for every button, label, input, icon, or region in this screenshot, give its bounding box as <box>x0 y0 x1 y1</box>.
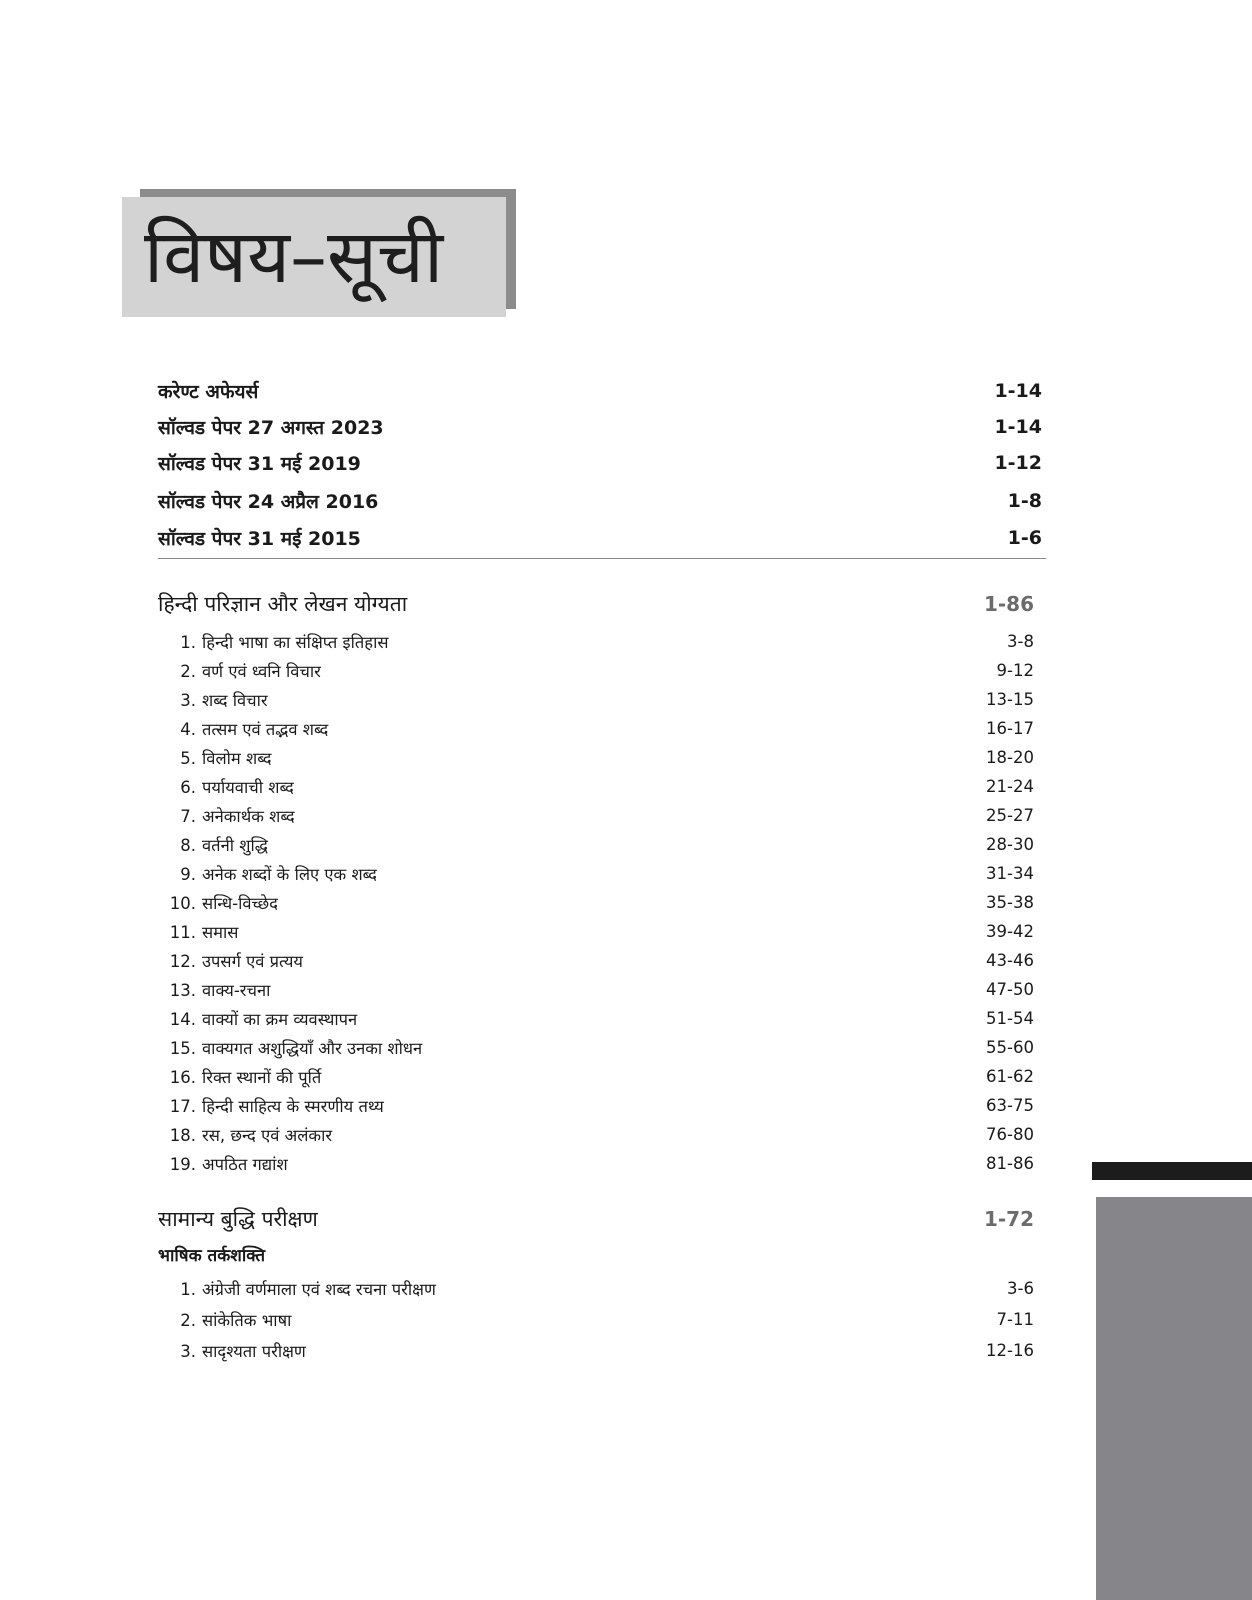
subheading-label: भाषिक तर्कशक्ति <box>158 1245 266 1266</box>
entry-label: सॉल्वड पेपर 27 अगस्त 2023 <box>158 417 384 439</box>
item-number: 5. <box>180 748 196 768</box>
item-label: वाक्यों का क्रम व्यवस्थापन <box>202 1009 358 1029</box>
entry-pages: 1-8 <box>1007 490 1042 512</box>
item-pages: 13-15 <box>986 689 1034 709</box>
entry-label: सॉल्वड पेपर 24 अप्रैल 2016 <box>158 491 379 513</box>
item-pages: 76-80 <box>986 1124 1034 1144</box>
section-label: सामान्य बुद्धि परीक्षण <box>158 1207 318 1231</box>
toc-item[interactable] <box>158 712 1042 744</box>
toc-item[interactable] <box>158 1002 1042 1034</box>
toc-item[interactable] <box>158 770 1042 802</box>
item-label: रिक्त स्थानों की पूर्ति <box>202 1067 322 1087</box>
edge-tab-strip <box>1092 1162 1252 1180</box>
item-number: 4. <box>180 719 196 739</box>
item-number: 19. <box>169 1154 196 1174</box>
item-pages: 18-20 <box>986 747 1034 767</box>
section-label: हिन्दी परिज्ञान और लेखन योग्यता <box>158 592 408 616</box>
toc-item[interactable] <box>158 1060 1042 1092</box>
toc-subheading <box>158 1238 1042 1270</box>
item-label: समास <box>202 922 239 942</box>
toc-entry-solved-2016[interactable] <box>158 485 1042 517</box>
toc-item[interactable] <box>158 828 1042 860</box>
item-pages: 61-62 <box>986 1066 1034 1086</box>
toc-item[interactable] <box>158 857 1042 889</box>
entry-label: सॉल्वड पेपर 31 मई 2015 <box>158 528 361 550</box>
item-number: 1. <box>180 1279 196 1299</box>
item-number: 1. <box>180 632 196 652</box>
toc-item[interactable] <box>158 683 1042 715</box>
item-label: अपठित गद्यांश <box>202 1154 288 1174</box>
entry-label: करेण्ट अफेयर्स <box>158 381 259 403</box>
item-number: 10. <box>169 893 196 913</box>
item-pages: 25-27 <box>986 805 1034 825</box>
item-pages: 51-54 <box>986 1008 1034 1028</box>
edge-tab-block <box>1096 1197 1252 1600</box>
item-pages: 7-11 <box>996 1309 1034 1329</box>
item-pages: 47-50 <box>986 979 1034 999</box>
item-number: 17. <box>169 1096 196 1116</box>
item-number: 15. <box>169 1038 196 1058</box>
item-label: विलोम शब्द <box>202 748 272 768</box>
item-label: सन्धि-विच्छेद <box>202 893 278 913</box>
entry-label: सॉल्वड पेपर 31 मई 2019 <box>158 453 361 475</box>
item-label: रस, छन्द एवं अलंकार <box>202 1125 333 1145</box>
item-number: 6. <box>180 777 196 797</box>
item-label: सादृश्यता परीक्षण <box>202 1341 306 1361</box>
item-number: 8. <box>180 835 196 855</box>
entry-pages: 1-12 <box>994 452 1042 474</box>
toc-entry-solved-2023[interactable] <box>158 411 1042 443</box>
item-number: 16. <box>169 1067 196 1087</box>
toc-item[interactable] <box>158 625 1042 657</box>
toc-item[interactable] <box>158 1089 1042 1121</box>
item-label: वर्ण एवं ध्वनि विचार <box>202 661 321 681</box>
toc-item[interactable] <box>158 1334 1042 1366</box>
toc-item[interactable] <box>158 1031 1042 1063</box>
toc-item[interactable] <box>158 1118 1042 1150</box>
item-number: 3. <box>180 1341 196 1361</box>
item-pages: 9-12 <box>996 660 1034 680</box>
page-title: विषय–सूची <box>144 214 444 300</box>
item-pages: 28-30 <box>986 834 1034 854</box>
item-label: वर्तनी शुद्धि <box>202 835 268 855</box>
item-label: तत्सम एवं तद्भव शब्द <box>202 719 329 739</box>
item-pages: 31-34 <box>986 863 1034 883</box>
toc-item[interactable] <box>158 1147 1042 1179</box>
toc-item[interactable] <box>158 973 1042 1005</box>
item-label: अनेकार्थक शब्द <box>202 806 295 826</box>
toc-item[interactable] <box>158 654 1042 686</box>
item-label: अंग्रेजी वर्णमाला एवं शब्द रचना परीक्षण <box>202 1279 436 1299</box>
item-pages: 16-17 <box>986 718 1034 738</box>
toc-entry-solved-2015[interactable] <box>158 522 1042 554</box>
item-pages: 63-75 <box>986 1095 1034 1115</box>
item-label: उपसर्ग एवं प्रत्यय <box>202 951 303 971</box>
item-number: 11. <box>169 922 196 942</box>
item-label: वाक्यगत अशुद्धियाँ और उनका शोधन <box>202 1038 423 1058</box>
item-label: हिन्दी साहित्य के स्मरणीय तथ्य <box>202 1096 384 1116</box>
item-pages: 55-60 <box>986 1037 1034 1057</box>
entry-pages: 1-14 <box>994 416 1042 438</box>
item-number: 3. <box>180 690 196 710</box>
item-pages: 21-24 <box>986 776 1034 796</box>
toc-item[interactable] <box>158 886 1042 918</box>
divider-line <box>158 558 1046 559</box>
item-number: 2. <box>180 1310 196 1330</box>
item-pages: 81-86 <box>986 1153 1034 1173</box>
item-number: 18. <box>169 1125 196 1145</box>
toc-section-hindi[interactable] <box>158 588 1042 620</box>
item-label: हिन्दी भाषा का संक्षिप्त इतिहास <box>202 632 389 652</box>
item-label: वाक्य-रचना <box>202 980 271 1000</box>
section-pages: 1-72 <box>983 1207 1034 1231</box>
item-number: 12. <box>169 951 196 971</box>
item-pages: 39-42 <box>986 921 1034 941</box>
item-pages: 35-38 <box>986 892 1034 912</box>
item-pages: 3-8 <box>1007 631 1034 651</box>
toc-item[interactable] <box>158 741 1042 773</box>
toc-section-reasoning[interactable] <box>158 1203 1042 1235</box>
toc-item[interactable] <box>158 944 1042 976</box>
entry-pages: 1-6 <box>1007 527 1042 549</box>
toc-item[interactable] <box>158 799 1042 831</box>
item-number: 7. <box>180 806 196 826</box>
toc-item[interactable] <box>158 1272 1042 1304</box>
toc-entry-solved-2019[interactable] <box>158 447 1042 479</box>
item-number: 9. <box>180 864 196 884</box>
item-label: अनेक शब्दों के लिए एक शब्द <box>202 864 377 884</box>
item-pages: 43-46 <box>986 950 1034 970</box>
item-pages: 12-16 <box>986 1340 1034 1360</box>
item-label: सांकेतिक भाषा <box>202 1310 292 1330</box>
item-number: 13. <box>169 980 196 1000</box>
item-number: 2. <box>180 661 196 681</box>
item-pages: 3-6 <box>1007 1278 1034 1298</box>
item-number: 14. <box>169 1009 196 1029</box>
item-label: पर्यायवाची शब्द <box>202 777 294 797</box>
section-pages: 1-86 <box>983 592 1034 616</box>
title-box <box>122 197 506 317</box>
toc-item[interactable] <box>158 1303 1042 1335</box>
toc-item[interactable] <box>158 915 1042 947</box>
toc-entry-current-affairs[interactable] <box>158 375 1042 407</box>
item-label: शब्द विचार <box>202 690 268 710</box>
entry-pages: 1-14 <box>994 380 1042 402</box>
